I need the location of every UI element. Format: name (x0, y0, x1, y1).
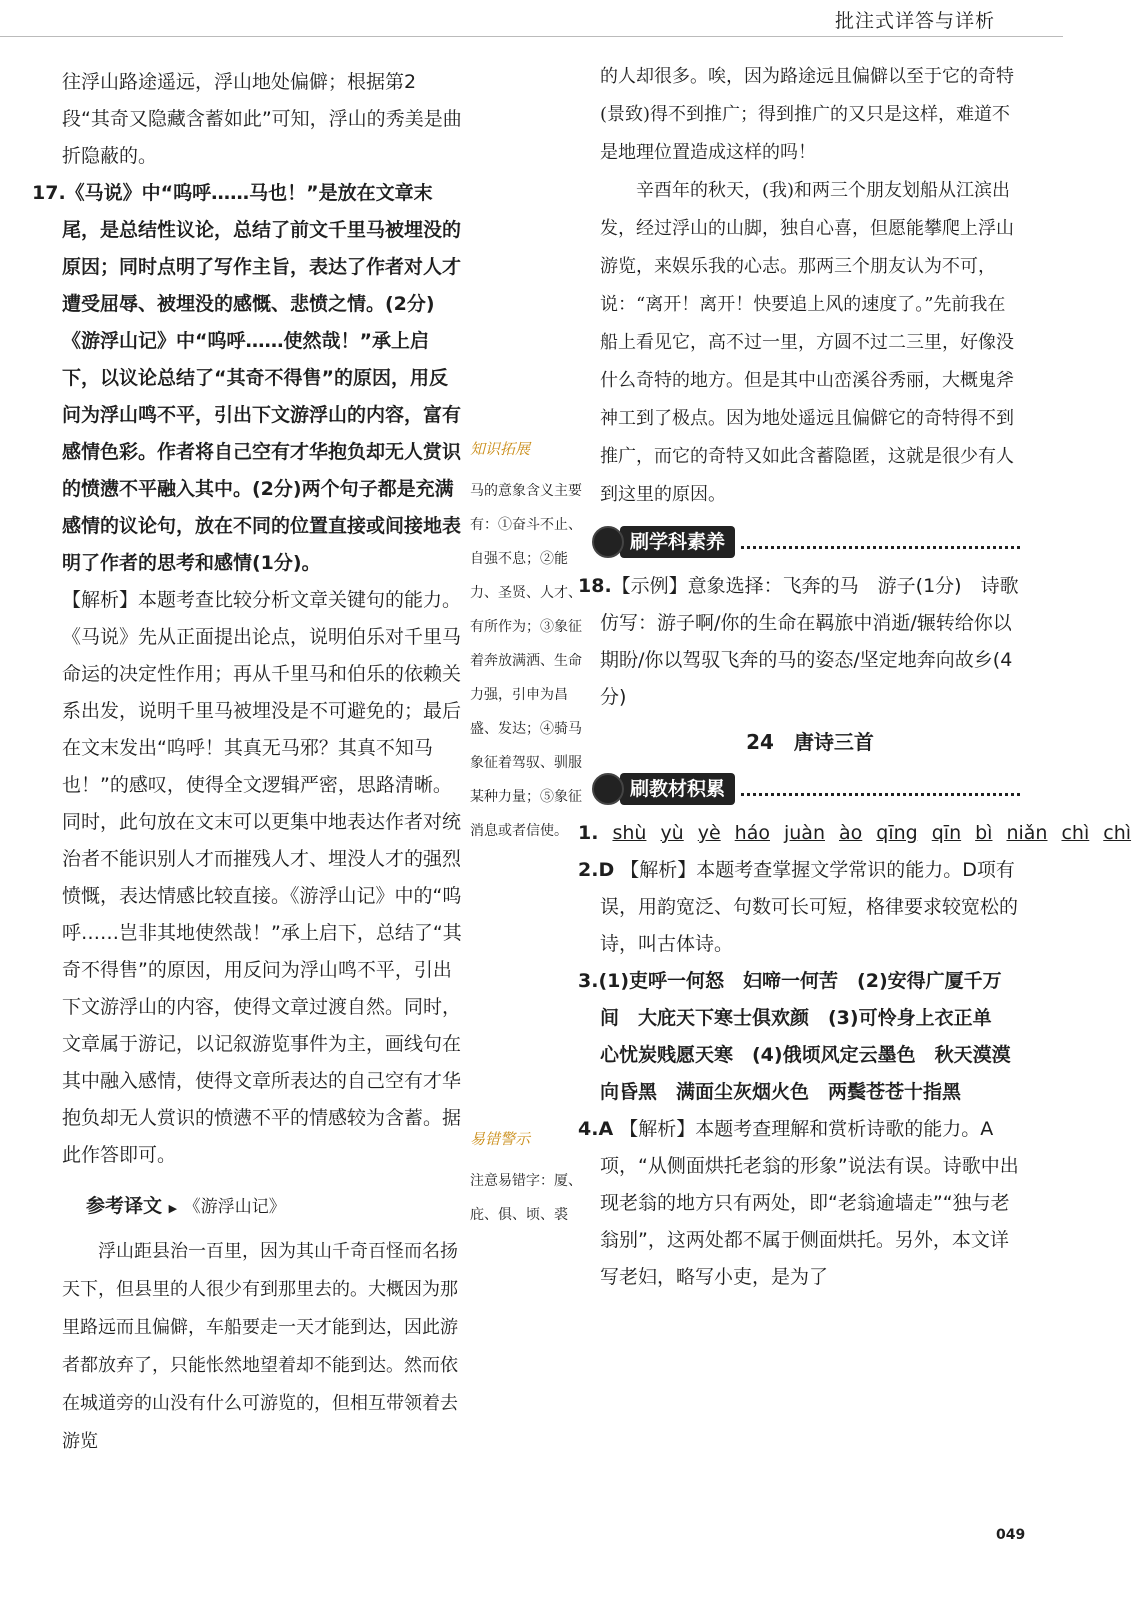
q2-number: 2. (578, 859, 599, 881)
q4-number: 4. (578, 1118, 599, 1140)
dotted-rule (741, 783, 1020, 796)
running-header: 批注式详答与详析 (834, 10, 995, 32)
pinyin-item: chì (1061, 822, 1090, 844)
section-textbook (592, 773, 1020, 805)
reference-translation-title (86, 1188, 462, 1227)
knowledge-title: 知识拓展 (470, 440, 531, 458)
right-column (578, 58, 1132, 1296)
knowledge-text: 马的意象含义主要有：①奋斗不止、自强不息；②能力、圣贤、人才、有所作为；③象征着奔放满洒、生命力强，引申为昌盛、发达；④骑马象征着驾驭、驯服某种力量；⑤象征消息或者信使。 (470, 483, 582, 839)
lesson-title: 24 唐诗三首 (746, 730, 874, 754)
dotted-rule (741, 536, 1020, 549)
q2-analysis: 【解析】本题考查掌握文学常识的能力。D项有误，用韵宽泛、句数可长可短，格律要求较宽松的诗，叫古体诗。 (600, 859, 1019, 955)
pinyin-item: qīng (876, 822, 918, 844)
q3-answer (578, 963, 1020, 1111)
q2-choice: D (598, 859, 615, 881)
q18-answer-text: 【示例】意象选择：飞奔的马 游子(1分) 诗歌仿写：游子啊/你的生命在羁旅中消逝/辗转给你以期盼/你以驾驭飞奔的马的姿态/坚定地奔向故乡(4分) (600, 575, 1019, 708)
translation-paragraph-2: 辛酉年的秋天，(我)和两三个朋友划船从江滨出发，经过浮山的山脚，独自心喜，但愿能攀爬上浮山游览，来娱乐我的心志。那两三个朋友认为不可，说：“离开！离开！快要追上风的速度了。”先前我在船上看见它，高不过一里，方圆不过二三里，好像没什么奇特的地方。但是其中山峦溪谷秀丽，大概鬼斧神工到了极点。因为地处遥远且偏僻它的奇特得不到推广，而它的奇特又如此含蓄隐匿，这就是很少有人到这里的原因。 (600, 180, 1014, 505)
section-badge-icon (592, 773, 624, 805)
q17-number: 17. (32, 182, 66, 204)
reference-source: 《游浮山记》 (183, 1197, 286, 1217)
q2-answer (578, 852, 1020, 963)
section-label: 刷学科素养 (620, 526, 735, 558)
q3-number: 3. (578, 970, 599, 992)
error-title: 易错警示 (470, 1130, 531, 1148)
header-rule (0, 36, 1063, 37)
q4-analysis: 【解析】本题考查理解和赏析诗歌的能力。A项，“从侧面烘托老翁的形象”说法有误。诗歌中出现老翁的地方只有两处，即“老翁逾墙走”“独与老翁别”，这两处都不属于侧面烘托。另外，本文详写老妇，略写小吏，是为了 (600, 1118, 1019, 1288)
pinyin-item: qīn (931, 822, 962, 844)
q4-answer (578, 1111, 1020, 1296)
q1-answer (578, 815, 1132, 852)
reference-title-label: 参考译文 (86, 1195, 163, 1217)
page-number: 049 (996, 1527, 1026, 1543)
section-badge-icon (592, 526, 624, 558)
pinyin-item: ào (839, 822, 863, 844)
q4-choice: A (598, 1118, 614, 1140)
pinyin-item: háo (734, 822, 770, 844)
intro-text: 往浮山路途遥远，浮山地处偏僻；根据第2段“其奇又隐藏含蓄如此”可知，浮山的秀美是曲折隐蔽的。 (62, 71, 462, 167)
pinyin-item: niǎn (1006, 822, 1048, 844)
q18-answer (578, 568, 1020, 716)
pinyin-item: yù (660, 822, 684, 844)
q17-answer-text: 《马说》中“呜呼……马也！”是放在文章末尾，是总结性议论，总结了前文千里马被埋没的原因；同时点明了写作主旨，表达了作者对人才遭受屈辱、被埋没的感慨、悲愤之情。(2分)《游浮山记》中“呜呼……使然哉！”承上启下，以议论总结了“其奇不得售”的原因，用反问为浮山鸣不平，引出下文游浮山的内容，富有感情色彩。作者将自己空有才华抱负却无人赏识的愤懑不平融入其中。(2分)两个句子都是充满感情的议论句，放在不同的位置直接或间接地表明了作者的思考和感情(1分)。 (62, 182, 462, 574)
knowledge-sidebar (470, 432, 585, 848)
pinyin-item: shù (612, 822, 647, 844)
translation-text: 浮山距县治一百里，因为其山千奇百怪而名扬天下，但县里的人很少有到那里去的。大概因为那里路远而且偏僻，车船要走一天才能到达，因此游者都放弃了，只能怅然地望着却不能到达。然而依在城道旁的山没有什么可游览的，但相互带领着去游览 (62, 1241, 458, 1452)
left-column (32, 64, 462, 1461)
q18-number: 18. (578, 575, 612, 597)
q17-answer (32, 175, 462, 582)
section-label: 刷教材积累 (620, 773, 735, 805)
error-text: 注意易错字：厦、庇、俱、顷、裘 (470, 1173, 582, 1223)
pinyin-item: yè (697, 822, 721, 844)
error-sidebar (470, 1122, 585, 1232)
pinyin-item: bì (975, 822, 993, 844)
q1-number: 1. (578, 822, 599, 844)
section-subject-literacy (592, 526, 1020, 558)
triangle-icon: ▶ (168, 1202, 178, 1215)
translation-continued: 的人却很多。唉，因为路途远且偏僻以至于它的奇特(景致)得不到推广；得到推广的又只是这样，难道不是地理位置造成这样的吗！ (600, 66, 1014, 163)
pinyin-item: juàn (783, 822, 825, 844)
q3-answer-text: (1)吏呼一何怒 妇啼一何苦 (2)安得广厦千万间 大庇天下寒士俱欢颜 (3)可怜身上衣正单 心忧炭贱愿天寒 (4)俄顷风定云墨色 秋天漠漠向昏黑 满面尘灰烟火色 两鬓苍苍十指黑 (598, 970, 1011, 1103)
q17-analysis: 【解析】本题考查比较分析文章关键句的能力。《马说》先从正面提出论点，说明伯乐对千里马命运的决定性作用；再从千里马和伯乐的依赖关系出发，说明千里马被埋没是不可避免的；最后在文末发出“呜呼！其真无马邪？其真不知马也！”的感叹，使得全文逻辑严密，思路清晰。同时，此句放在文末可以更集中地表达作者对统治者不能识别人才而摧残人才、埋没人才的强烈愤慨，表达情感比较直接。《游浮山记》中的“呜呼……岂非其地使然哉！”承上启下，总结了“其奇不得售”的原因，用反问为浮山鸣不平，引出下文游浮山的内容，使得文章过渡自然。同时，文章属于游记，以记叙游览事件为主，画线句在其中融入感情，使得文章所表达的自己空有才华抱负却无人赏识的愤懑不平的情感较为含蓄。据此作答即可。 (62, 589, 462, 1166)
pinyin-item: chì (1103, 822, 1132, 844)
